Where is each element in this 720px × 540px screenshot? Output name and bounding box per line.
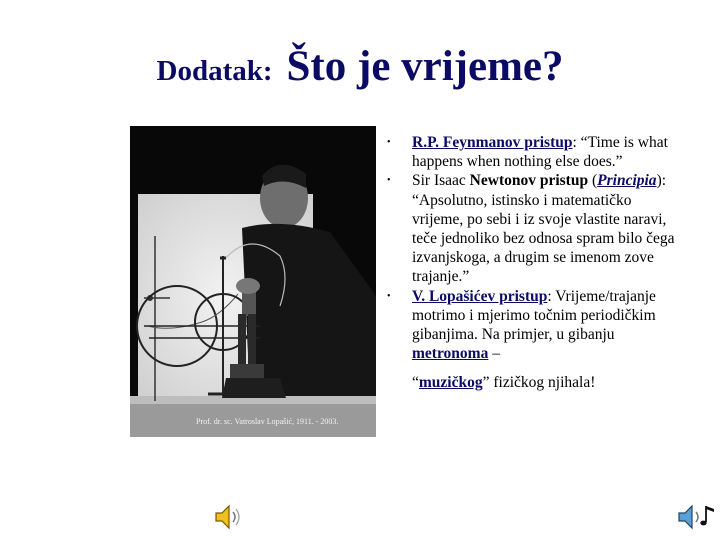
bullet-dot: • [387, 175, 391, 187]
music-speaker-icon[interactable] [676, 502, 718, 532]
lopasic-tail: – [488, 345, 500, 363]
feynman-heading: R.P. Feynmanov pristup [412, 134, 573, 151]
newton-heading: Newtonov pristup [469, 172, 589, 190]
bullet-dot: • [387, 290, 391, 302]
photo-caption: Prof. dr. sc. Vatroslav Lopašić, 1911. - 2003. [196, 417, 339, 426]
speaker-icon[interactable] [212, 502, 242, 532]
feynman-text: : “Time is what happens when nothing else does.” [412, 134, 668, 171]
bullet-newton [386, 171, 686, 286]
principia-link: Principia [597, 172, 657, 190]
bullet-dot: • [387, 137, 391, 148]
last-open-quote: “ [412, 374, 419, 392]
bullet-lopasic [386, 287, 686, 364]
newton-mid: ( [588, 172, 598, 190]
slide-title [0, 42, 720, 91]
lopasic-text: : Vrijeme/trajanje motrimo i mjerimo točnim periodičkim gibanjima. Na primjer, u gibanju [412, 287, 656, 344]
bullet-feynman [386, 133, 686, 171]
newton-pre: Sir Isaac [412, 172, 470, 190]
title-prefix: Dodatak: [156, 55, 273, 87]
newton-text: ): “Apsolutno, istinsko i matematičko vrijeme, po sebi i iz svoje vlastite naravi, teče jednoliko bez odnosa spram bilo čega izvanjskoga, a drugim se imenom zove trajanje.” [412, 172, 675, 286]
lopasic-heading: V. Lopašićev pristup [412, 287, 548, 305]
title-main: Što je vrijeme? [286, 43, 564, 90]
last-line [386, 373, 686, 392]
photo-lopasic-demonstration [130, 126, 376, 437]
metronom-word: metronoma [412, 345, 489, 363]
muzickog-word: muzičkog [418, 374, 483, 392]
last-rest: ” fizičkog njihala! [482, 374, 596, 392]
bullet-list [386, 133, 686, 393]
